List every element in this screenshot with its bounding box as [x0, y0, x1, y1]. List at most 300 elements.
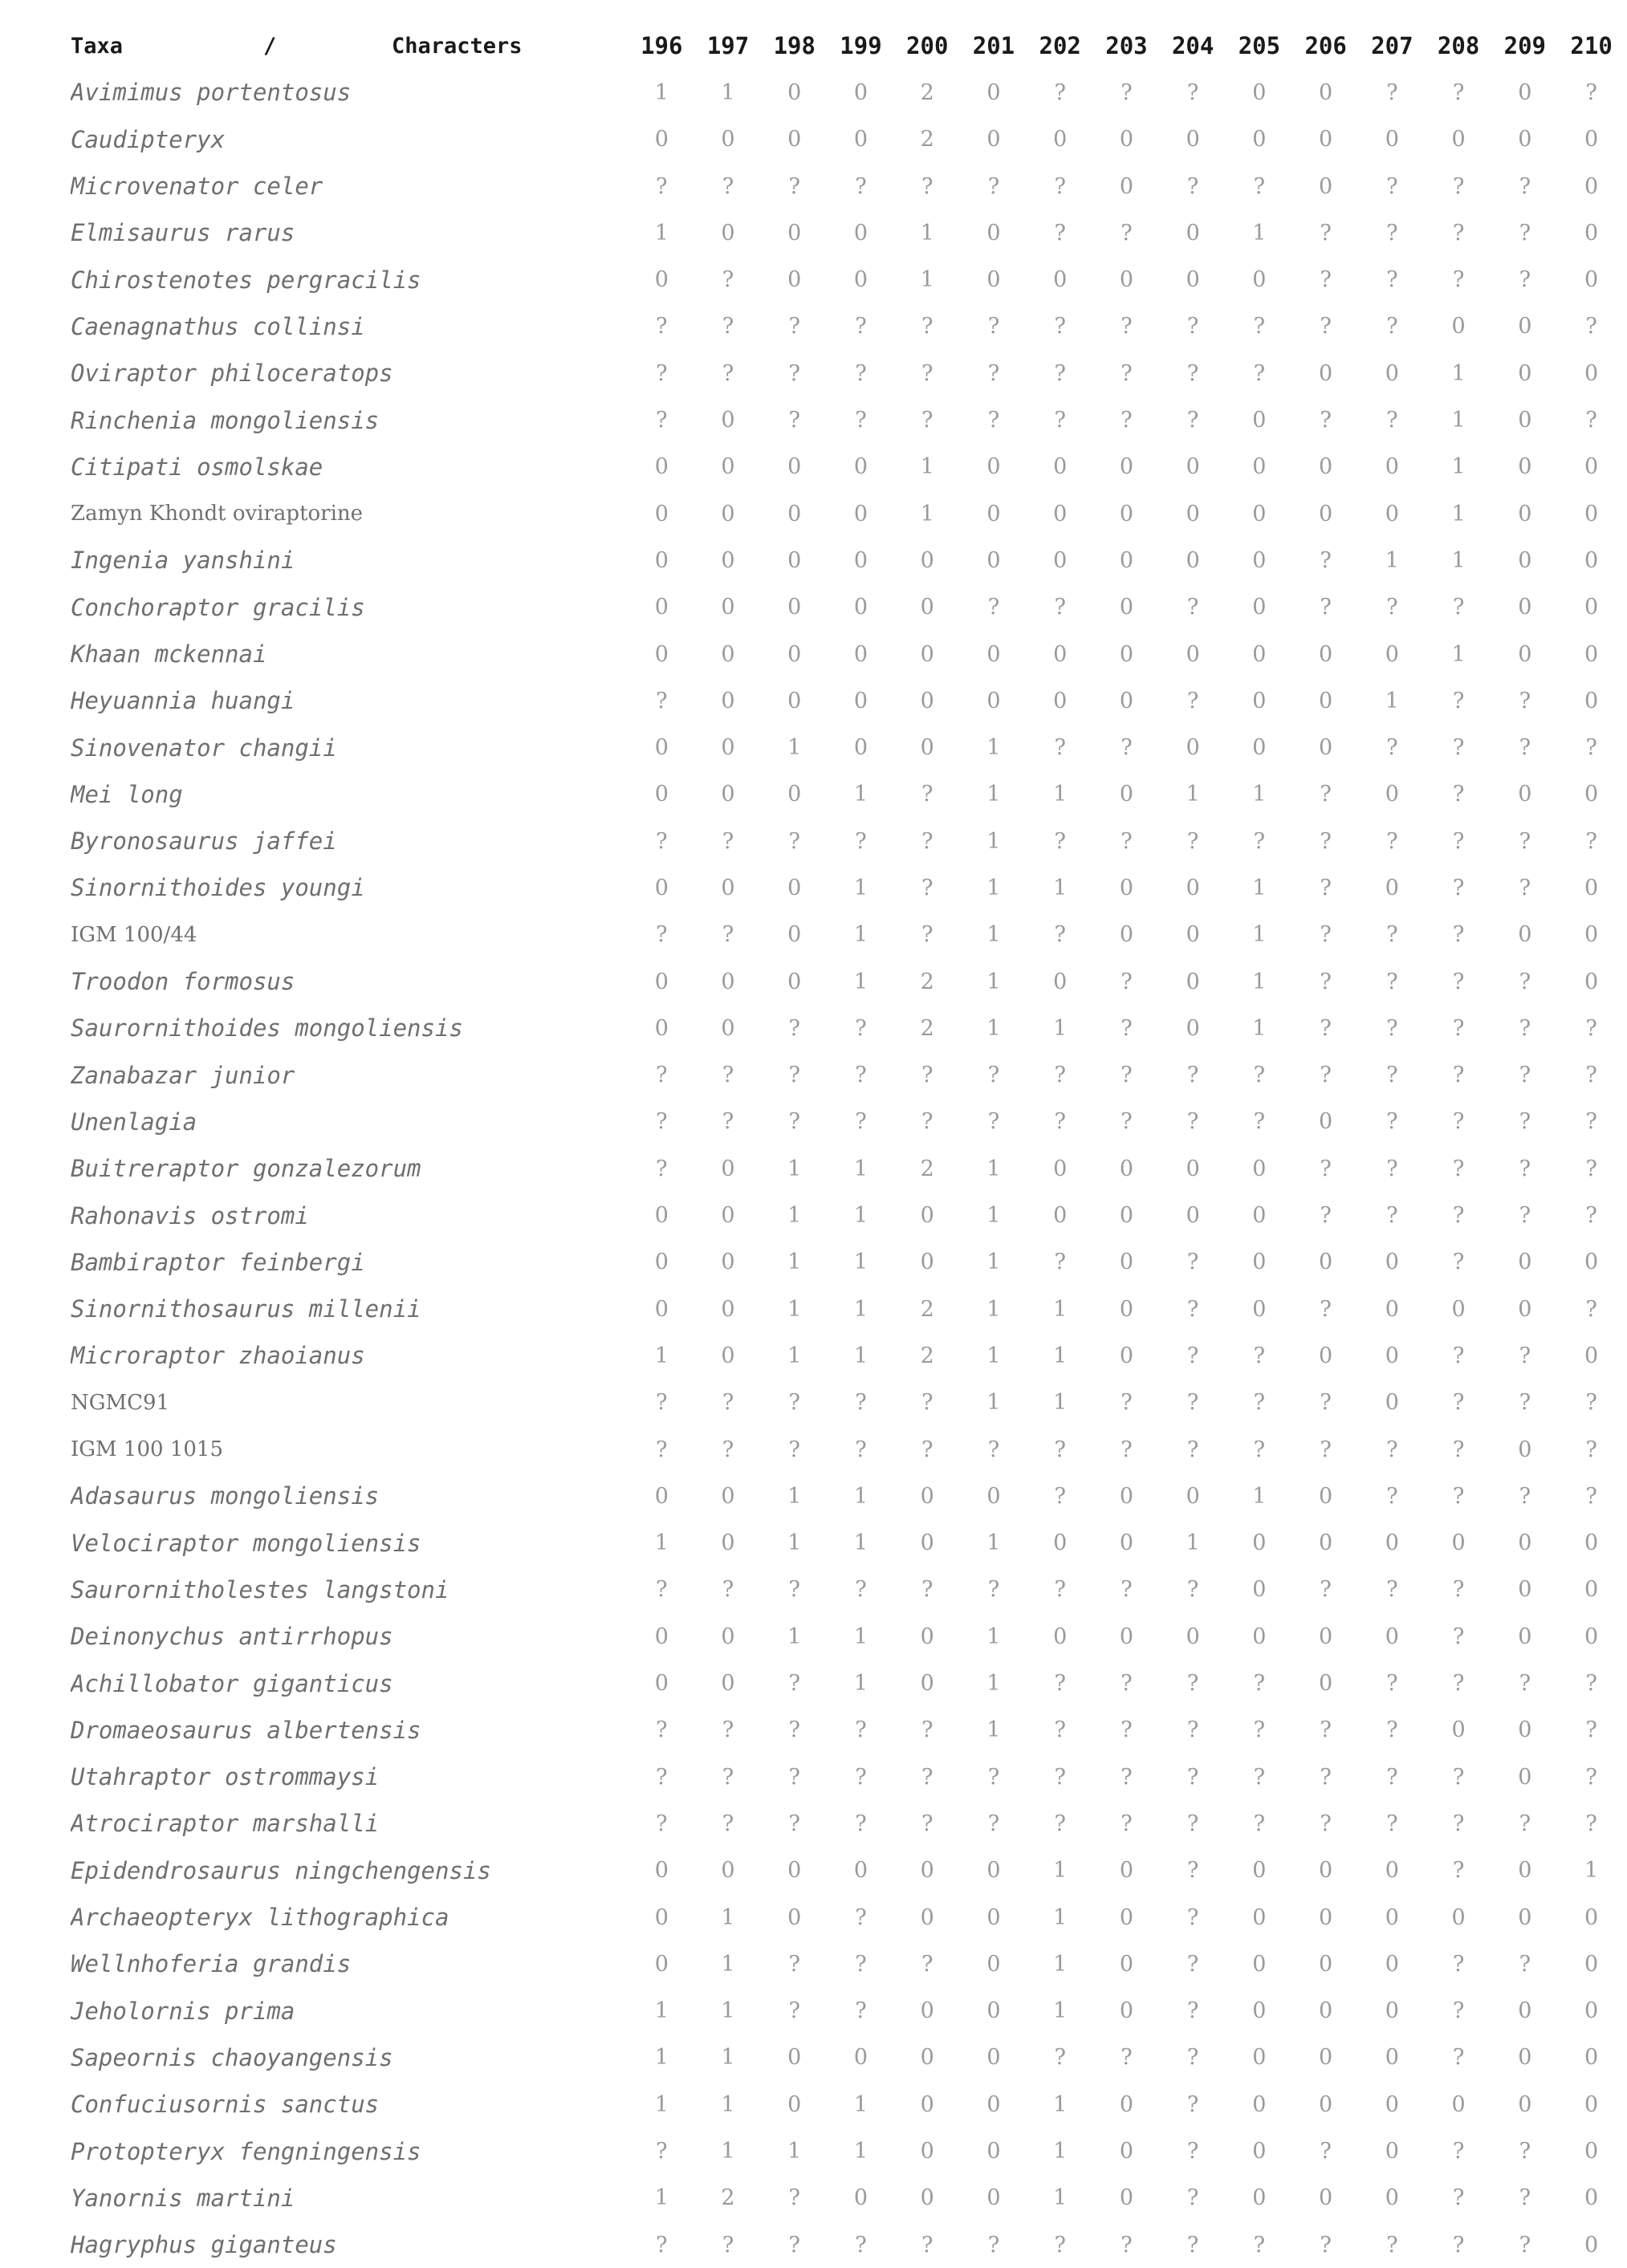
character-state-cell: 0 — [654, 501, 669, 526]
character-state-cell: 0 — [1385, 1904, 1399, 1930]
character-state-cell: ? — [788, 1811, 800, 1836]
table-row — [71, 818, 1625, 864]
character-state-cell: 0 — [1319, 2185, 1333, 2211]
character-state-cell: 0 — [721, 735, 735, 761]
character-state-cell: ? — [1519, 2232, 1531, 2258]
character-state-cell: 0 — [1385, 1390, 1399, 1416]
character-state-cell: 0 — [1319, 454, 1333, 480]
character-state-cell: 0 — [1518, 1577, 1532, 1603]
character-state-cell: 1 — [654, 2185, 669, 2211]
character-state-cell: 1 — [654, 2045, 669, 2071]
character-state-cell: 0 — [920, 2091, 934, 2117]
taxon-name: Conchoraptor gracilis — [71, 593, 365, 621]
character-state-cell: ? — [921, 1951, 933, 1977]
character-state-cell: ? — [855, 360, 867, 386]
character-state-cell: ? — [855, 1717, 867, 1743]
character-state-cell: 0 — [1584, 1951, 1599, 1977]
taxon-name: Citipati osmolskae — [71, 453, 323, 481]
character-state-cell: 0 — [654, 1015, 669, 1041]
character-state-cell: 1 — [986, 1717, 1001, 1743]
character-state-cell: ? — [1320, 1390, 1332, 1416]
character-state-cell: ? — [1320, 1437, 1332, 1462]
character-state-cell: 1 — [1451, 454, 1466, 480]
character-state-cell: 1 — [1451, 408, 1466, 433]
character-state-cell: 1 — [1053, 875, 1068, 900]
character-state-cell: ? — [855, 2232, 867, 2258]
character-state-cell: ? — [1186, 1250, 1199, 1275]
character-state-cell: ? — [1519, 1203, 1531, 1229]
character-state-cell: ? — [1320, 595, 1332, 620]
character-state-cell: ? — [855, 1764, 867, 1790]
character-state-cell: 0 — [1319, 1624, 1333, 1649]
character-state-cell: 0 — [1584, 782, 1599, 807]
character-state-cell: 0 — [1451, 1296, 1466, 1322]
taxon-name: Yanornis martini — [71, 2184, 295, 2212]
table-row — [71, 1800, 1625, 1847]
character-state-cell: 0 — [721, 454, 735, 480]
character-state-cell: 0 — [721, 641, 735, 667]
character-state-cell: ? — [1186, 2185, 1199, 2211]
character-state-cell: ? — [656, 1437, 668, 1462]
character-state-cell: ? — [1585, 1063, 1597, 1088]
character-state-cell: ? — [1253, 1764, 1266, 1790]
character-state-cell: 0 — [1119, 2139, 1134, 2164]
character-state-cell: 0 — [1584, 1530, 1599, 1556]
taxon-name: Archaeopteryx lithographica — [71, 1904, 449, 1932]
character-state-cell: ? — [1121, 2045, 1133, 2071]
taxa-characters-header — [71, 22, 628, 69]
character-state-cell: ? — [1253, 1437, 1266, 1462]
character-state-cell: ? — [987, 408, 1000, 433]
character-state-cell: ? — [1186, 2091, 1199, 2117]
table-row — [71, 537, 1625, 583]
character-state-cell: 0 — [853, 735, 868, 761]
character-state-cell: ? — [1452, 1671, 1465, 1697]
character-state-cell: 0 — [1319, 127, 1333, 152]
character-state-cell: 0 — [1252, 127, 1267, 152]
character-state-cell: ? — [1452, 1015, 1465, 1041]
character-state-cell: ? — [1519, 1015, 1531, 1041]
table-row — [71, 724, 1625, 770]
character-state-cell: 0 — [1518, 79, 1532, 105]
character-state-cell: 0 — [986, 641, 1001, 667]
character-state-cell: ? — [1519, 1109, 1531, 1135]
character-state-cell: 0 — [1518, 1250, 1532, 1275]
character-state-cell: 0 — [721, 595, 735, 620]
character-state-cell: ? — [1186, 1437, 1199, 1462]
character-state-cell: ? — [1253, 1343, 1266, 1368]
character-state-cell: 1 — [654, 1998, 669, 2024]
character-state-cell: 0 — [1186, 735, 1200, 761]
character-state-cell: ? — [1452, 875, 1465, 900]
character-state-cell: ? — [1519, 220, 1531, 246]
character-state-cell: ? — [1186, 2139, 1199, 2164]
taxon-name: Wellnhoferia grandis — [71, 1950, 352, 1978]
character-state-cell: ? — [1585, 1203, 1597, 1229]
character-state-cell: ? — [1253, 360, 1266, 386]
character-state-cell: ? — [1585, 1156, 1597, 1181]
character-state-cell: 1 — [721, 79, 735, 105]
character-state-cell: 1 — [986, 969, 1001, 994]
character-state-cell: ? — [1452, 828, 1465, 854]
taxon-name: Hagryphus giganteus — [71, 2231, 337, 2259]
character-state-cell: ? — [1519, 1483, 1531, 1509]
character-state-cell: 0 — [721, 1296, 735, 1322]
character-state-cell: 0 — [787, 454, 802, 480]
character-state-cell: 0 — [853, 1858, 868, 1884]
character-state-cell: 0 — [1319, 1904, 1333, 1930]
character-state-cell: ? — [722, 1764, 734, 1790]
character-state-cell: 0 — [1584, 1343, 1599, 1368]
character-state-cell: 0 — [1053, 688, 1068, 713]
character-state-cell: 0 — [1319, 79, 1333, 105]
character-state-cell: 0 — [986, 688, 1001, 713]
character-state-cell: ? — [1452, 1390, 1465, 1416]
character-state-cell: ? — [1386, 1717, 1398, 1743]
character-state-cell: ? — [987, 1437, 1000, 1462]
character-state-cell: 1 — [920, 220, 934, 246]
character-state-cell: 0 — [1252, 1624, 1267, 1649]
character-state-cell: 1 — [1053, 1904, 1068, 1930]
table-row — [71, 1473, 1625, 1519]
character-state-cell: ? — [1054, 1250, 1066, 1275]
character-state-cell: 0 — [787, 875, 802, 900]
character-state-cell: ? — [1386, 828, 1398, 854]
character-state-cell: 0 — [787, 969, 802, 994]
character-state-cell: 1 — [787, 1483, 802, 1509]
character-state-cell: 0 — [1119, 2185, 1134, 2211]
character-state-cell: 1 — [853, 2139, 868, 2164]
character-number-header: 197 — [706, 32, 750, 60]
character-state-cell: ? — [1519, 1063, 1531, 1088]
character-state-cell: 1 — [853, 1250, 868, 1275]
character-state-cell: 0 — [1119, 2091, 1134, 2117]
character-state-cell: ? — [1054, 2045, 1066, 2071]
character-state-cell: ? — [921, 408, 933, 433]
table-row — [71, 1894, 1625, 1941]
character-state-cell: ? — [1054, 1577, 1066, 1603]
character-state-cell: ? — [1452, 2232, 1465, 2258]
character-state-cell: ? — [1386, 1483, 1398, 1509]
character-state-cell: 1 — [1186, 782, 1200, 807]
character-state-cell: 0 — [1584, 501, 1599, 526]
character-state-cell: ? — [1054, 79, 1066, 105]
character-state-cell: ? — [1585, 1437, 1597, 1462]
table-row — [71, 490, 1625, 537]
character-state-cell: ? — [1054, 1109, 1066, 1135]
table-row — [71, 1286, 1625, 1332]
character-state-cell: 0 — [1186, 454, 1200, 480]
character-state-cell: 1 — [721, 2045, 735, 2071]
character-state-cell: ? — [722, 1390, 734, 1416]
character-state-cell: ? — [788, 1015, 800, 1041]
character-state-cell: 0 — [986, 2185, 1001, 2211]
character-state-cell: ? — [1452, 1063, 1465, 1088]
character-state-cell: 0 — [1584, 173, 1599, 199]
character-state-cell: 1 — [1451, 641, 1466, 667]
character-state-cell: ? — [788, 173, 800, 199]
character-state-cell: ? — [921, 1390, 933, 1416]
character-state-cell: 1 — [986, 1671, 1001, 1697]
character-state-cell: 0 — [721, 1156, 735, 1181]
character-state-cell: 0 — [1584, 1624, 1599, 1649]
character-state-cell: ? — [921, 922, 933, 948]
character-state-cell: 1 — [986, 1250, 1001, 1275]
character-state-cell: 0 — [654, 1203, 669, 1229]
character-state-cell: 1 — [853, 782, 868, 807]
character-state-cell: 1 — [920, 454, 934, 480]
character-state-cell: 0 — [1119, 127, 1134, 152]
character-state-cell: ? — [656, 1717, 668, 1743]
character-state-cell: 0 — [1119, 501, 1134, 526]
taxon-name: IGM 100/44 — [71, 922, 197, 947]
character-state-cell: 0 — [1119, 1250, 1134, 1275]
character-state-cell: 0 — [787, 2045, 802, 2071]
character-state-cell: 1 — [853, 1203, 868, 1229]
character-state-cell: 0 — [1385, 1998, 1399, 2024]
character-state-cell: 0 — [1252, 2045, 1267, 2071]
character-state-cell: 0 — [787, 267, 802, 293]
character-state-cell: ? — [1585, 1015, 1597, 1041]
character-state-cell: ? — [1452, 267, 1465, 293]
taxon-name: Zamyn Khondt oviraptorine — [71, 502, 364, 526]
character-state-cell: 1 — [920, 267, 934, 293]
character-state-cell: 0 — [1518, 2091, 1532, 2117]
character-state-cell: ? — [1320, 922, 1332, 948]
character-state-cell: 0 — [1119, 1343, 1134, 1368]
character-state-cell: 1 — [1451, 547, 1466, 573]
character-state-cell: 0 — [1252, 1296, 1267, 1322]
taxon-name: Bambiraptor feinbergi — [71, 1248, 365, 1276]
character-state-cell: 0 — [721, 1671, 735, 1697]
character-state-cell: ? — [1519, 267, 1531, 293]
character-state-cell: 1 — [1053, 2139, 1068, 2164]
character-state-cell: 0 — [920, 2139, 934, 2164]
character-state-cell: 0 — [920, 1624, 934, 1649]
character-state-cell: 1 — [1252, 875, 1267, 900]
character-state-cell: 1 — [787, 1250, 802, 1275]
character-state-cell: ? — [788, 2232, 800, 2258]
character-state-cell: 1 — [853, 1483, 868, 1509]
character-state-cell: ? — [1585, 1717, 1597, 1743]
character-state-cell: ? — [722, 828, 734, 854]
character-state-cell: ? — [921, 1577, 933, 1603]
character-state-cell: ? — [1121, 1015, 1133, 1041]
character-state-cell: 0 — [1319, 641, 1333, 667]
character-state-cell: ? — [1452, 1250, 1465, 1275]
character-state-cell: 0 — [787, 127, 802, 152]
table-row — [71, 350, 1625, 396]
character-state-cell: 0 — [1319, 1671, 1333, 1697]
character-state-cell: 0 — [1584, 547, 1599, 573]
character-state-cell: ? — [1186, 1671, 1199, 1697]
table-row — [71, 1005, 1625, 1051]
character-state-cell: 0 — [654, 1904, 669, 1930]
character-state-cell: ? — [1186, 314, 1199, 339]
character-state-cell: ? — [987, 1764, 1000, 1790]
character-number-header: 208 — [1437, 32, 1480, 60]
character-state-cell: 0 — [1252, 1951, 1267, 1977]
character-state-cell: 0 — [1451, 2091, 1466, 2117]
character-state-cell: ? — [1320, 2139, 1332, 2164]
character-state-cell: ? — [722, 922, 734, 948]
character-state-cell: ? — [1585, 1764, 1597, 1790]
character-state-cell: 0 — [920, 1904, 934, 1930]
character-state-cell: ? — [1121, 408, 1133, 433]
character-state-cell: 1 — [986, 875, 1001, 900]
character-state-cell: 0 — [986, 2139, 1001, 2164]
character-state-cell: ? — [1452, 688, 1465, 713]
character-state-cell: ? — [1585, 408, 1597, 433]
character-state-cell: 0 — [1186, 1483, 1200, 1509]
character-state-cell: ? — [1519, 875, 1531, 900]
character-state-cell: ? — [921, 1063, 933, 1088]
table-row — [71, 2034, 1625, 2081]
character-state-cell: 0 — [1584, 2232, 1599, 2258]
character-state-cell: ? — [1452, 79, 1465, 105]
character-state-cell: 0 — [1518, 1904, 1532, 1930]
taxon-name: Deinonychus antirrhopus — [71, 1623, 393, 1651]
table-row — [71, 1847, 1625, 1894]
table-row — [71, 396, 1625, 443]
character-state-cell: ? — [1452, 1203, 1465, 1229]
character-number-header: 203 — [1105, 32, 1148, 60]
character-state-cell: ? — [656, 1577, 668, 1603]
character-state-cell: ? — [1320, 969, 1332, 994]
table-row — [71, 1567, 1625, 1613]
character-state-cell: 0 — [1319, 360, 1333, 386]
character-state-cell: 1 — [721, 2091, 735, 2117]
character-state-cell: 0 — [1252, 408, 1267, 433]
character-state-cell: ? — [656, 1764, 668, 1790]
character-state-cell: 0 — [1252, 547, 1267, 573]
character-state-cell: ? — [656, 360, 668, 386]
character-state-cell: 0 — [1252, 1530, 1267, 1556]
character-state-cell: 1 — [986, 1296, 1001, 1322]
table-row — [71, 256, 1625, 303]
character-state-cell: ? — [1585, 1811, 1597, 1836]
character-state-cell: ? — [987, 360, 1000, 386]
character-number-header: 201 — [972, 32, 1015, 60]
character-state-cell: ? — [1585, 314, 1597, 339]
character-state-cell: ? — [1186, 1904, 1199, 1930]
character-state-cell: ? — [788, 1063, 800, 1088]
character-state-cell: 1 — [1252, 1483, 1267, 1509]
character-state-cell: ? — [1186, 1109, 1199, 1135]
character-state-cell: 1 — [986, 1015, 1001, 1041]
character-state-cell: 0 — [1584, 1250, 1599, 1275]
character-state-cell: ? — [1320, 828, 1332, 854]
character-state-cell: 0 — [1385, 782, 1399, 807]
table-row — [71, 303, 1625, 350]
character-state-cell: ? — [1186, 360, 1199, 386]
character-number-header: 202 — [1039, 32, 1081, 60]
character-state-cell: 0 — [1119, 173, 1134, 199]
character-state-cell: 0 — [1385, 875, 1399, 900]
table-row — [71, 2128, 1625, 2174]
character-state-cell: ? — [987, 314, 1000, 339]
character-state-cell: 0 — [1186, 547, 1200, 573]
character-state-cell: 0 — [1053, 1156, 1068, 1181]
character-state-cell: 0 — [1518, 922, 1532, 948]
character-state-cell: ? — [1253, 1063, 1266, 1088]
character-state-cell: 0 — [1584, 1904, 1599, 1930]
character-state-cell: 0 — [721, 1343, 735, 1368]
character-state-cell: 0 — [1584, 454, 1599, 480]
character-state-cell: ? — [921, 782, 933, 807]
character-state-cell: ? — [1452, 1951, 1465, 1977]
character-state-cell: 1 — [920, 501, 934, 526]
character-state-cell: 1 — [787, 1343, 802, 1368]
character-number-header: 207 — [1371, 32, 1413, 60]
character-state-cell: 0 — [1385, 1250, 1399, 1275]
character-state-cell: 0 — [1518, 1530, 1532, 1556]
character-state-cell: ? — [1121, 79, 1133, 105]
table-row — [71, 69, 1625, 116]
character-state-cell: ? — [1054, 1764, 1066, 1790]
character-state-cell: 0 — [1584, 220, 1599, 246]
table-row — [71, 1332, 1625, 1379]
character-state-cell: ? — [1054, 1811, 1066, 1836]
character-state-cell: 0 — [1584, 1998, 1599, 2024]
table-row — [71, 631, 1625, 677]
character-state-cell: 0 — [1518, 127, 1532, 152]
character-state-cell: 0 — [1119, 1998, 1134, 2024]
character-state-cell: ? — [1186, 1063, 1199, 1088]
taxon-name: Unenlagia — [71, 1108, 197, 1136]
taxon-name: Velociraptor mongoliensis — [71, 1529, 421, 1557]
character-state-cell: 1 — [1451, 501, 1466, 526]
character-state-cell: ? — [1253, 314, 1266, 339]
character-state-cell: 0 — [654, 595, 669, 620]
character-state-cell: 0 — [1518, 1717, 1532, 1743]
character-state-cell: 0 — [920, 1858, 934, 1884]
character-state-cell: ? — [1320, 1015, 1332, 1041]
taxon-name: Troodon formosus — [71, 968, 295, 996]
character-state-cell: ? — [1585, 735, 1597, 761]
character-state-cell: ? — [1320, 220, 1332, 246]
character-state-cell: 0 — [721, 782, 735, 807]
character-state-cell: ? — [921, 875, 933, 900]
character-state-cell: ? — [656, 688, 668, 713]
character-state-cell: 0 — [1053, 969, 1068, 994]
character-state-cell: 0 — [853, 688, 868, 713]
character-state-cell: ? — [921, 360, 933, 386]
character-state-cell: 1 — [1252, 220, 1267, 246]
character-state-cell: 0 — [1584, 1577, 1599, 1603]
character-state-cell: 1 — [853, 1343, 868, 1368]
character-state-cell: 1 — [1053, 1390, 1068, 1416]
character-state-cell: 0 — [853, 127, 868, 152]
character-state-cell: ? — [1452, 1577, 1465, 1603]
character-state-cell: 1 — [986, 922, 1001, 948]
character-state-cell: 0 — [721, 1250, 735, 1275]
character-number-header: 199 — [840, 32, 882, 60]
character-state-cell: ? — [1320, 267, 1332, 293]
character-state-cell: 0 — [986, 1951, 1001, 1977]
character-state-cell: 0 — [1518, 501, 1532, 526]
character-state-cell: 0 — [654, 875, 669, 900]
character-state-cell: 0 — [654, 735, 669, 761]
character-state-cell: 0 — [1518, 1858, 1532, 1884]
character-state-cell: 0 — [1584, 2091, 1599, 2117]
character-state-cell: 0 — [1518, 782, 1532, 807]
character-state-cell: ? — [1519, 735, 1531, 761]
character-state-cell: 1 — [721, 1951, 735, 1977]
character-state-cell: ? — [1054, 360, 1066, 386]
character-state-cell: 0 — [1385, 1624, 1399, 1649]
character-state-cell: 1 — [787, 1624, 802, 1649]
